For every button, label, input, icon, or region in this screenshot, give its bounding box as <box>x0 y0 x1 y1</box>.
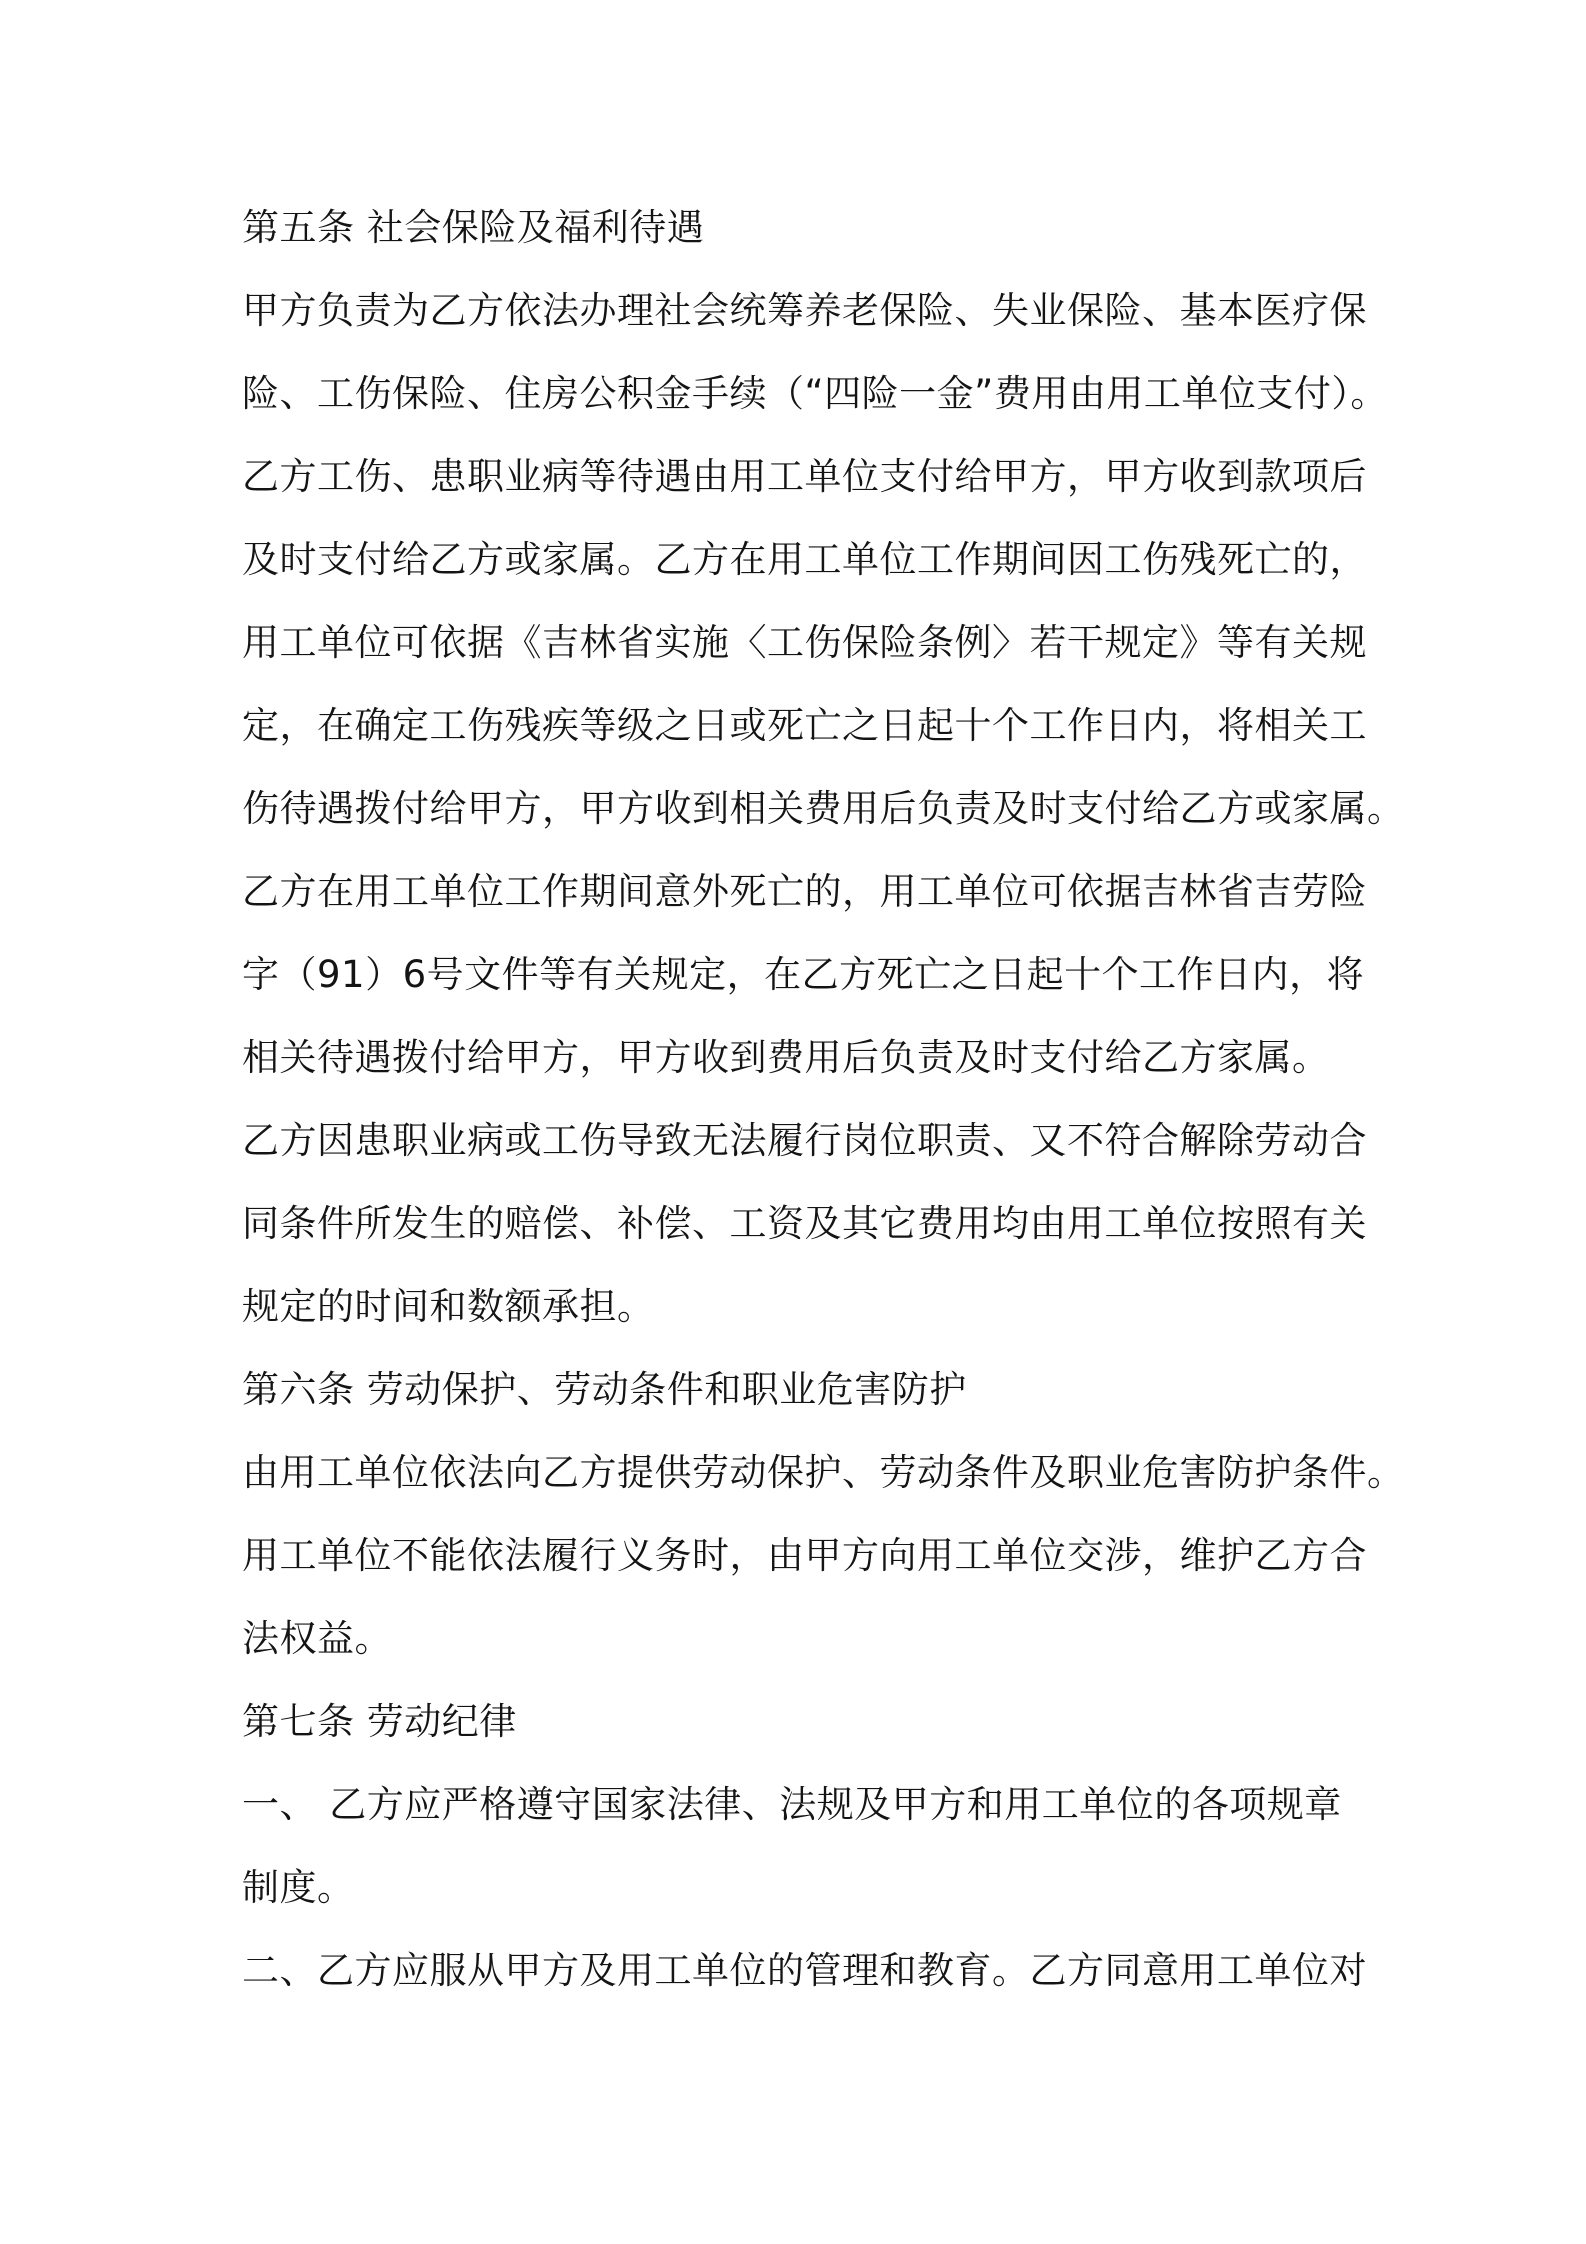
paragraph-line: 一、 乙方应严格遵守国家法律、法规及甲方和用工单位的各项规章 <box>242 1783 1342 1826</box>
paragraph-line: 乙方因患职业病或工伤导致无法履行岗位职责、又不符合解除劳动合 <box>242 1119 1367 1162</box>
paragraph-line: 字（91）6号文件等有关规定，在乙方死亡之日起十个工作日内，将 <box>242 953 1365 996</box>
paragraph-line: 及时支付给乙方或家属。乙方在用工单位工作期间因工伤残死亡的， <box>242 538 1367 581</box>
paragraph-line: 由用工单位依法向乙方提供劳动保护、劳动条件及职业危害防护条件。 <box>242 1451 1405 1494</box>
paragraph-line: 险、工伤保险、住房公积金手续（“四险一金”费用由用工单位支付）。 <box>242 372 1388 415</box>
paragraph-line: 规定的时间和数额承担。 <box>242 1285 655 1328</box>
paragraph-line: 相关待遇拨付给甲方，甲方收到费用后负责及时支付给乙方家属。 <box>242 1036 1330 1079</box>
paragraph-line: 乙方在用工单位工作期间意外死亡的，用工单位可依据吉林省吉劳险 <box>242 870 1367 913</box>
paragraph-line: 法权益。 <box>242 1617 392 1660</box>
paragraph-line: 用工单位不能依法履行义务时，由甲方向用工单位交涉，维护乙方合 <box>242 1534 1367 1577</box>
paragraph-line: 制度。 <box>242 1866 355 1909</box>
paragraph-line: 甲方负责为乙方依法办理社会统筹养老保险、失业保险、基本医疗保 <box>242 289 1367 332</box>
article-7-heading: 第七条 劳动纪律 <box>242 1700 517 1743</box>
paragraph-line: 用工单位可依据《吉林省实施〈工伤保险条例〉若干规定》等有关规 <box>242 621 1367 664</box>
paragraph-line: 定，在确定工伤残疾等级之日或死亡之日起十个工作日内，将相关工 <box>242 704 1367 747</box>
paragraph-line: 伤待遇拨付给甲方，甲方收到相关费用后负责及时支付给乙方或家属。 <box>242 787 1405 830</box>
paragraph-line: 二、乙方应服从甲方及用工单位的管理和教育。乙方同意用工单位对 <box>242 1949 1367 1992</box>
paragraph-line: 乙方工伤、患职业病等待遇由用工单位支付给甲方，甲方收到款项后 <box>242 455 1367 498</box>
paragraph-line: 同条件所发生的赔偿、补偿、工资及其它费用均由用工单位按照有关 <box>242 1202 1367 1245</box>
article-5-heading: 第五条 社会保险及福利待遇 <box>242 206 705 249</box>
article-6-heading: 第六条 劳动保护、劳动条件和职业危害防护 <box>242 1368 967 1411</box>
